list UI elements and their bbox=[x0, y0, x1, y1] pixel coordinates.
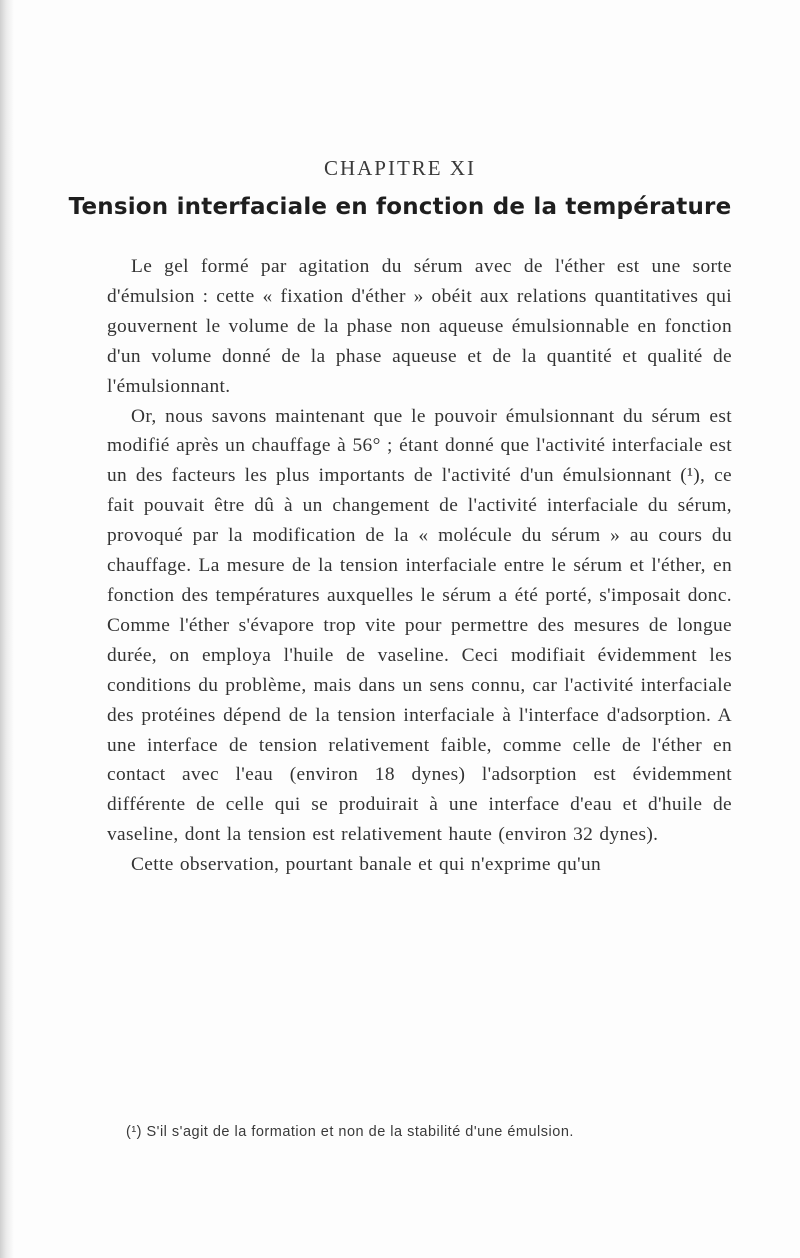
body-text bbox=[107, 252, 732, 880]
chapter-number: CHAPITRE XI bbox=[323, 156, 477, 180]
footnote: (¹) S'il s'agit de la formation et non de la stabilité d'une émulsion. bbox=[126, 1124, 574, 1140]
paragraph-1: Le gel formé par agitation du sérum avec de l'éther est une sorte d'émulsion : cette « fixation d'éther » obéit aux relations quantitatives qui gouvernent le volume de la phase non aqueuse émulsionnable en fonction d'un volume donné de la phase aqueuse et de la quantité et qualité de l'émulsionnant. bbox=[107, 256, 732, 397]
paragraph-3: Cette observation, pourtant banale et qui n'exprime qu'un bbox=[131, 854, 602, 876]
paragraph-2: Or, nous savons maintenant que le pouvoir émulsionnant du sérum est modifié après un chauffage à 56° ; étant donné que l'activité interfaciale est un des facteurs les plus importants de l'activité d'un émulsionnant (¹), ce fait pouvait être dû à un changement de l'activité interfaciale du sérum, provoqué par la modification de la « molécule du sérum » au cours du chauffage. La mesure de la tension interfaciale entre le sérum et l'éther, en fonction des températures auxquelles le sérum a été porté, s'imposait donc. Comme l'éther s'évapore trop vite pour permettre des mesures de longue durée, on employa l'huile de vaseline. Ceci modifiait évidemment les conditions du problème, mais dans un sens connu, car l'activité interfaciale des protéines dépend de la tension interfaciale à l'interface d'adsorption. A une interface de tension relativement faible, comme celle de l'éther en contact avec l'eau (environ 18 dynes) l'adsorption est évidemment différente de celle qui se produirait à une interface d'eau et d'huile de vaseline, dont la tension est relativement haute (environ 32 dynes). bbox=[107, 405, 732, 846]
chapter-title: Tension interfaciale en fonction de la température bbox=[68, 194, 732, 220]
binding-shadow bbox=[0, 0, 14, 1258]
